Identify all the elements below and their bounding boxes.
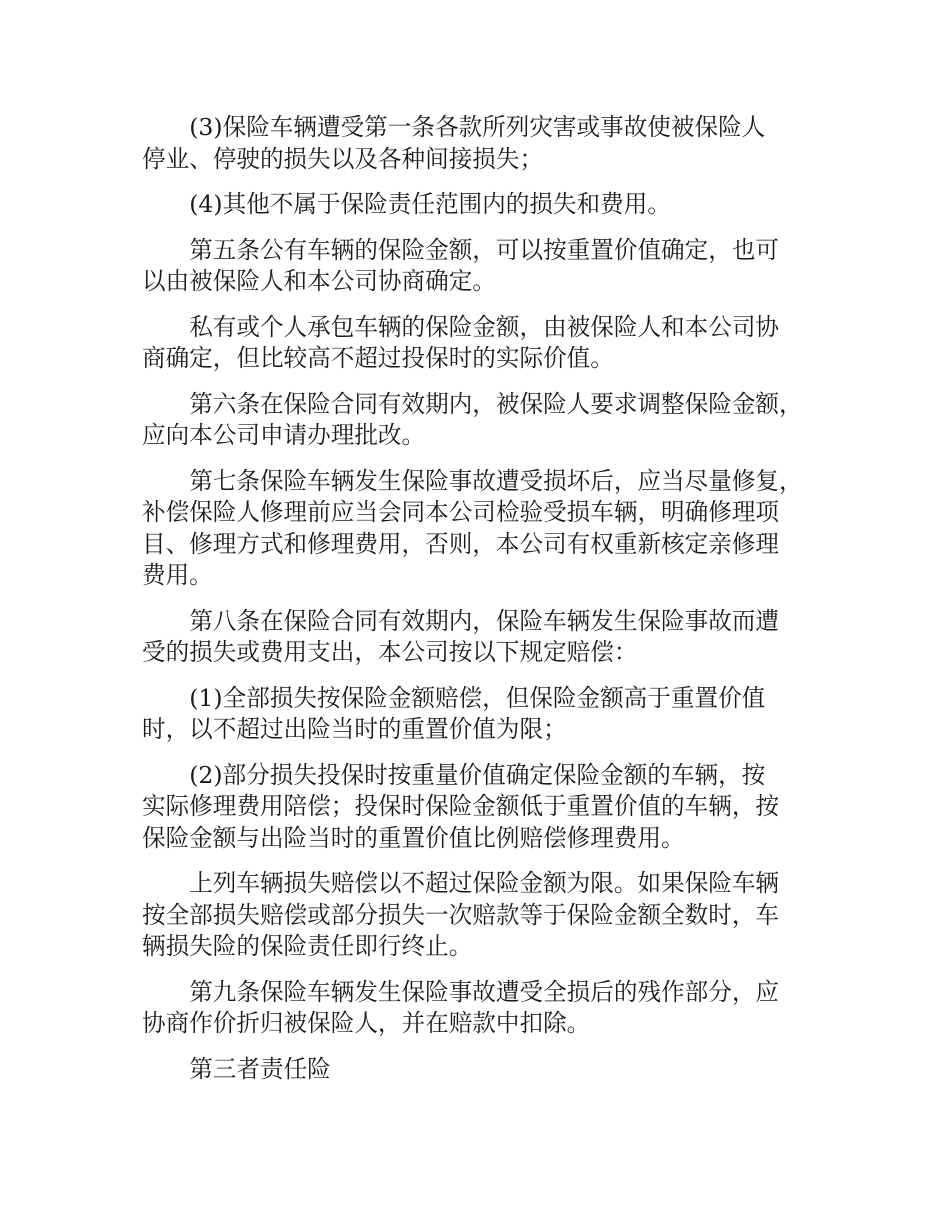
text-line: 私有或个人承包车辆的保险金额，由被保险人和本公司协 bbox=[189, 312, 780, 341]
text-line: (1)全部损失按保险金额赔偿，但保险金额高于重置价值 bbox=[189, 683, 766, 712]
text-line: 应向本公司申请办理批改。 bbox=[142, 421, 426, 449]
text-line: 以由被保险人和本公司协商确定。 bbox=[142, 267, 496, 295]
text-line: (2)部分损失投保时按重量价值确定保险金额的车辆，按 bbox=[189, 760, 766, 789]
text-line: 补偿保险人修理前应当会同本公司检验受损车辆，明确修理项 bbox=[142, 498, 780, 526]
text-line: 按全部损失赔偿或部分损失一次赔款等于保险金额全数时，车 bbox=[142, 900, 780, 929]
text-line: 保险金额与出险当时的重置价值比例赔偿修理费用。 bbox=[142, 823, 685, 852]
text-line: (3)保险车辆遭受第一条各款所列灾害或事故使被保险人 bbox=[189, 113, 766, 141]
text-line: 辆损失险的保险责任即行终止。 bbox=[142, 932, 473, 960]
text-line: 受的损失或费用支出，本公司按以下规定赔偿： bbox=[142, 638, 638, 666]
text-line: 实际修理费用陪偿；投保时保险金额低于重置价值的车辆，按 bbox=[142, 792, 780, 820]
text-line: 第八条在保险合同有效期内，保险车辆发生保险事故而遭 bbox=[189, 606, 780, 635]
paragraph-private-vehicles bbox=[142, 312, 812, 375]
paragraph-loss-limit bbox=[142, 868, 812, 963]
paragraph-article-5 bbox=[142, 235, 812, 298]
paragraph-item-3 bbox=[142, 112, 812, 175]
text-line: 目、修理方式和修理费用，否则，本公司有权重新核定亲修理 bbox=[142, 529, 780, 558]
text-line: 费用。 bbox=[142, 561, 213, 589]
paragraph-item-4 bbox=[142, 189, 812, 221]
paragraph-item-1 bbox=[142, 683, 812, 746]
document-body bbox=[142, 112, 812, 1099]
text-line: 第五条公有车辆的保险金额，可以按重置价值确定，也可 bbox=[189, 235, 780, 264]
text-line: 第九条保险车辆发生保险事故遭受全损后的残作部分，应 bbox=[189, 977, 780, 1006]
text-line: 第三者责任险 bbox=[189, 1054, 331, 1083]
text-line: 上列车辆损失赔偿以不超过保险金额为限。如果保险车辆 bbox=[189, 869, 780, 897]
text-line: 第七条保险车辆发生保险事故遭受损坏后，应当尽量修复， bbox=[189, 466, 803, 495]
section-heading-third-party-liability bbox=[142, 1054, 812, 1086]
paragraph-item-2 bbox=[142, 760, 812, 855]
text-line: 时，以不超过出险当时的重置价值为限； bbox=[142, 715, 567, 743]
text-line: (4)其他不属于保险责任范围内的损失和费用。 bbox=[189, 190, 671, 218]
text-line: 第六条在保险合同有效期内，被保险人要求调整保险金额， bbox=[189, 389, 803, 418]
paragraph-article-9 bbox=[142, 977, 812, 1040]
text-line: 商确定，但比较高不超过投保时的实际价值。 bbox=[142, 344, 614, 372]
paragraph-article-7 bbox=[142, 466, 812, 592]
text-line: 停业、停驶的损失以及各种间接损失； bbox=[142, 144, 544, 173]
paragraph-article-6 bbox=[142, 389, 812, 452]
paragraph-article-8 bbox=[142, 606, 812, 669]
text-line: 协商作价折归被保险人，并在赔款中扣除。 bbox=[142, 1009, 591, 1037]
